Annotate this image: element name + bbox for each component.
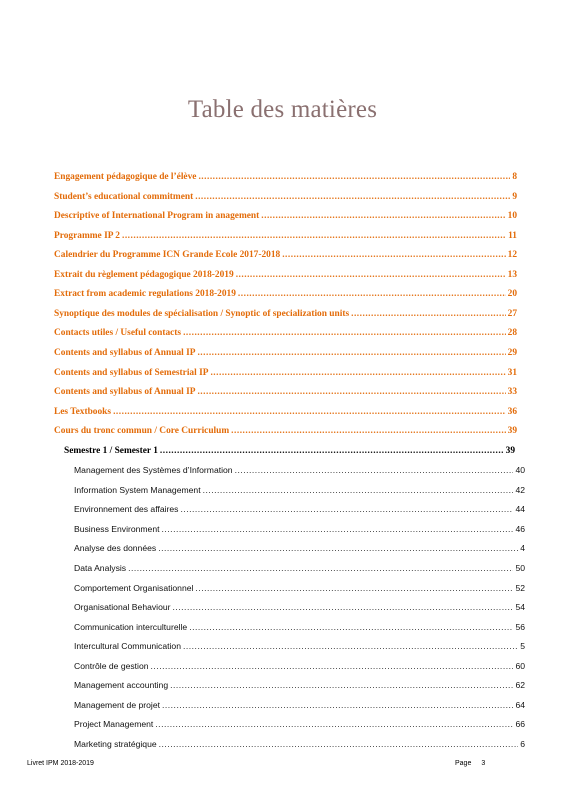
toc-entry[interactable] bbox=[64, 442, 515, 461]
toc-dot-leader bbox=[159, 735, 519, 754]
toc-entry-page: 27 bbox=[507, 308, 517, 319]
toc-entry-page: 66 bbox=[515, 719, 525, 730]
toc-entry[interactable] bbox=[54, 227, 517, 246]
toc-entry[interactable] bbox=[54, 364, 517, 383]
toc-entry-label: Extrait du règlement pédagogique 2018-2019 bbox=[54, 269, 234, 280]
toc-entry-page: 62 bbox=[515, 680, 525, 691]
toc-dot-leader bbox=[210, 364, 505, 383]
toc-dot-leader bbox=[189, 618, 513, 637]
toc-entry[interactable] bbox=[54, 383, 517, 402]
toc-entry-label: Student’s educational commitment bbox=[54, 191, 194, 202]
toc-entry[interactable] bbox=[54, 168, 517, 187]
toc-entry-page: 10 bbox=[507, 211, 517, 222]
toc-entry[interactable] bbox=[74, 481, 525, 500]
toc-entry[interactable] bbox=[54, 188, 517, 207]
footer-page-word: Page bbox=[455, 760, 472, 767]
toc-entry-label: Contents and syllabus of Annual IP bbox=[54, 347, 196, 358]
toc-dot-leader bbox=[162, 520, 514, 539]
toc-entry[interactable] bbox=[74, 500, 525, 519]
toc-entry-page: 11 bbox=[508, 230, 517, 241]
toc-entry-label: Marketing stratégique bbox=[74, 738, 157, 749]
toc-entry-label: Contacts utiles / Useful contacts bbox=[54, 328, 182, 339]
toc-entry-page: 40 bbox=[515, 465, 525, 476]
toc-entry[interactable] bbox=[74, 696, 525, 715]
toc-entry-page: 50 bbox=[515, 563, 525, 573]
toc-entry-page: 39 bbox=[505, 445, 515, 456]
toc-dot-leader bbox=[170, 676, 513, 695]
toc-entry[interactable] bbox=[54, 305, 517, 324]
toc-entry-label: Management des Systèmes d’Information bbox=[74, 465, 233, 476]
toc-entry[interactable] bbox=[74, 579, 525, 598]
toc-dot-leader bbox=[162, 696, 513, 715]
toc-entry-page: 54 bbox=[515, 602, 525, 613]
toc-entry-label: Contents and syllabus of Semestrial IP bbox=[54, 367, 209, 378]
toc-entry-page: 29 bbox=[507, 347, 517, 358]
toc-entry-page: 46 bbox=[515, 523, 525, 534]
toc-entry[interactable] bbox=[54, 266, 517, 285]
toc-entry[interactable] bbox=[74, 539, 525, 558]
toc-entry-label: Les Textbooks bbox=[54, 406, 112, 417]
toc-entry[interactable] bbox=[74, 598, 525, 617]
toc-entry-label: Cours du tronc commun / Core Curriculum bbox=[54, 426, 230, 437]
toc-entry-label: Management de projet bbox=[74, 699, 160, 710]
toc-entry-page: 56 bbox=[515, 621, 525, 632]
footer-document-name: Livret IPM 2018-2019 bbox=[27, 760, 94, 767]
toc-entry-page: 5 bbox=[520, 641, 525, 652]
toc-dot-leader bbox=[351, 305, 506, 324]
toc-dot-leader bbox=[122, 227, 506, 246]
toc-entry-page: 44 bbox=[515, 504, 525, 515]
toc-dot-leader bbox=[195, 188, 510, 207]
toc-entry-label: Programme IP 2 bbox=[54, 230, 120, 241]
toc-entry-label: Calendrier du Programme ICN Grande Ecole 2017-2018 bbox=[54, 250, 281, 261]
toc-dot-leader bbox=[197, 344, 505, 363]
toc-dot-leader bbox=[155, 715, 513, 734]
toc-dot-leader bbox=[282, 246, 505, 265]
toc-entry-page: 20 bbox=[507, 289, 517, 300]
toc-dot-leader bbox=[183, 637, 518, 656]
toc-entry-page: 4 bbox=[520, 543, 525, 554]
toc-entry[interactable] bbox=[54, 344, 517, 363]
toc-entry-page: 6 bbox=[520, 738, 525, 749]
toc-entry-label: Engagement pédagogique de l’élève bbox=[54, 172, 197, 182]
toc-entry-page: 36 bbox=[507, 406, 517, 417]
toc-entry-label: Comportement Organisationnel bbox=[74, 582, 194, 593]
toc-entry-page: 42 bbox=[515, 484, 525, 495]
toc-dot-leader bbox=[198, 168, 510, 187]
toc-entry-page: 28 bbox=[507, 328, 517, 339]
toc-entry-label: Information System Management bbox=[74, 484, 201, 495]
toc-dot-leader bbox=[158, 539, 518, 558]
page-title: Table des matières bbox=[187, 96, 378, 123]
toc-entry-label: Data Analysis bbox=[74, 563, 127, 573]
toc-entry-label: Intercultural Communication bbox=[74, 641, 181, 652]
toc-entry-page: 9 bbox=[512, 191, 517, 202]
footer-page bbox=[455, 760, 485, 767]
toc-entry-label: Analyse des données bbox=[74, 543, 157, 554]
toc-entry[interactable] bbox=[54, 324, 517, 343]
toc-entry-page: 31 bbox=[507, 367, 517, 378]
toc-entry[interactable] bbox=[74, 461, 525, 480]
toc-dot-leader bbox=[235, 461, 514, 480]
toc-entry-label: Management accounting bbox=[74, 680, 169, 691]
toc-entry[interactable] bbox=[54, 246, 517, 265]
toc-dot-leader bbox=[183, 324, 506, 343]
toc-entry-label: Organisational Behaviour bbox=[74, 602, 171, 613]
toc-entry-label: Environnement des affaires bbox=[74, 504, 179, 515]
toc-entry-page: 64 bbox=[515, 699, 525, 710]
toc-entry-page: 60 bbox=[515, 660, 525, 671]
toc-dot-leader bbox=[195, 579, 513, 598]
footer-page-number: 3 bbox=[481, 760, 486, 767]
toc-dot-leader bbox=[173, 598, 514, 617]
toc-entry[interactable] bbox=[74, 735, 525, 754]
toc-dot-leader bbox=[113, 403, 506, 422]
toc-entry[interactable] bbox=[54, 403, 517, 422]
toc-entry[interactable] bbox=[54, 285, 517, 304]
toc-entry-label: Synoptique des modules de spécialisation / Synoptic of specialization units bbox=[54, 308, 350, 319]
toc-dot-leader bbox=[236, 266, 506, 285]
toc-dot-leader bbox=[128, 559, 513, 578]
toc-dot-leader bbox=[261, 207, 505, 226]
toc-entry-page: 8 bbox=[512, 172, 517, 182]
toc-entry-label: Descriptive of International Program in anagement bbox=[54, 211, 260, 222]
toc-entry-label: Extract from academic regulations 2018-2019 bbox=[54, 289, 236, 300]
toc-entry-label: Project Management bbox=[74, 719, 154, 730]
toc-entry-page: 12 bbox=[507, 250, 517, 261]
toc-entry[interactable] bbox=[74, 657, 525, 676]
toc-dot-leader bbox=[238, 285, 506, 304]
toc-entry-label: Business Environment bbox=[74, 523, 160, 534]
toc-entry-page: 39 bbox=[507, 426, 517, 437]
toc-entry-label: Semestre 1 / Semester 1 bbox=[64, 445, 158, 456]
toc-entry[interactable] bbox=[74, 520, 525, 539]
toc-entry-label: Contrôle de gestion bbox=[74, 660, 149, 671]
toc-dot-leader bbox=[197, 383, 505, 402]
toc-entry[interactable] bbox=[74, 637, 525, 656]
toc-entry[interactable] bbox=[54, 207, 517, 226]
toc-entry[interactable] bbox=[74, 618, 525, 637]
toc-dot-leader bbox=[151, 657, 514, 676]
toc-entry-page: 33 bbox=[507, 387, 517, 398]
toc-entry[interactable] bbox=[74, 715, 525, 734]
toc-entry-page: 52 bbox=[515, 582, 525, 593]
toc-dot-leader bbox=[160, 442, 504, 461]
toc-dot-leader bbox=[231, 422, 505, 441]
toc-entry-label: Communication interculturelle bbox=[74, 621, 188, 632]
toc-entry-page: 13 bbox=[507, 269, 517, 280]
toc-entry[interactable] bbox=[74, 676, 525, 695]
toc-entry[interactable] bbox=[54, 422, 517, 441]
toc-dot-leader bbox=[203, 481, 514, 500]
toc-entry[interactable] bbox=[74, 559, 525, 578]
toc-entry-label: Contents and syllabus of Annual IP bbox=[54, 387, 196, 398]
toc-dot-leader bbox=[180, 500, 513, 519]
